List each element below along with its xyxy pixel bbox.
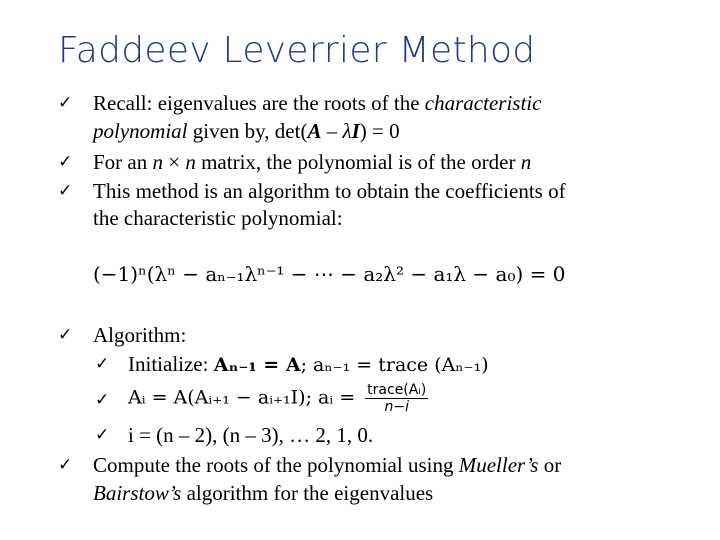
polynomial-italic: polynomial	[93, 119, 188, 143]
bullet-order	[93, 150, 531, 174]
sub-recurrence	[128, 382, 428, 415]
n-var: n	[152, 150, 163, 174]
compute-text-c: algorithm for the eigenvalues	[181, 481, 434, 505]
sub-initialize	[128, 352, 489, 377]
recurrence-expr: Aᵢ = A(Aᵢ₊₁ − aᵢ₊₁I); aᵢ =	[128, 386, 362, 409]
sub-index-range	[128, 423, 373, 447]
minus-sign: –	[321, 119, 343, 143]
fraction-denominator: n−i	[384, 399, 409, 415]
init-sep: ;	[300, 354, 314, 376]
check-icon: ✓	[58, 325, 73, 345]
slide-title: Faddeev Leverrier Method	[58, 30, 536, 71]
fraction-numerator: trace(Aᵢ)	[367, 382, 427, 398]
check-icon: ✓	[58, 152, 73, 172]
matrix-A: A	[307, 119, 322, 143]
compute-text-b: or	[538, 453, 562, 477]
check-icon: ✓	[58, 455, 73, 475]
check-icon: ✓	[95, 425, 110, 445]
bullet-method-line1: This method is an algorithm to obtain the coefficients of	[93, 179, 566, 203]
mueller-italic: Mueller’s	[458, 453, 539, 477]
compute-text-a: Compute the roots of the polynomial using	[93, 453, 459, 477]
bullet-recall-line1	[93, 91, 541, 115]
bullet-recall-line2	[93, 119, 400, 143]
recall-italic: characteristic	[424, 91, 542, 115]
n-var: n	[185, 150, 196, 174]
init-expr-a: Aₙ₋₁ = A	[213, 354, 301, 376]
bairstow-italic: Bairstow’s	[93, 481, 182, 505]
check-icon: ✓	[58, 93, 73, 113]
order-text-b: matrix, the polynomial is of the order	[195, 150, 521, 174]
identity-I: I	[351, 119, 360, 143]
times-sign: ×	[163, 150, 186, 174]
given-by-text: given by, det(	[187, 119, 308, 143]
trace-fraction	[365, 382, 428, 415]
check-icon: ✓	[95, 390, 110, 410]
lambda-symbol: λ	[342, 119, 352, 143]
det-end: ) = 0	[359, 119, 400, 143]
check-icon: ✓	[58, 181, 73, 201]
index-range-text: i = (n – 2), (n – 3), … 2, 1, 0.	[128, 423, 374, 447]
init-expr-b: aₙ₋₁ = trace (Aₙ₋₁)	[313, 354, 489, 376]
check-icon: ✓	[95, 354, 110, 374]
characteristic-equation: (−1)ⁿ(λⁿ − aₙ₋₁λⁿ⁻¹ − ⋯ − a₂λ² − a₁λ − a₀) = 0	[93, 262, 566, 286]
initialize-label: Initialize:	[128, 352, 214, 376]
n-var: n	[520, 150, 532, 174]
bullet-algorithm: Algorithm:	[93, 323, 187, 347]
order-text-a: For an	[93, 150, 153, 174]
recall-text: Recall: eigenvalues are the roots of the	[93, 91, 425, 115]
bullet-method-line2: the characteristic polynomial:	[93, 206, 343, 230]
bullet-compute-line1	[93, 453, 561, 477]
bullet-compute-line2	[93, 481, 433, 505]
